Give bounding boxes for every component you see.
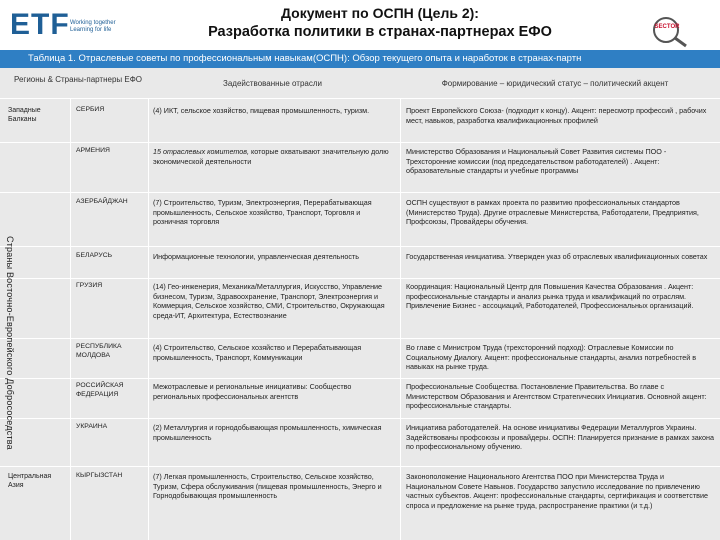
title-line-2: Разработка политики в странах-партнерах ЕФО	[208, 24, 552, 40]
sectors-cell: (7) Строительство, Туризм, Электроэнергия, Перерабатывающая промышленность, Сельское хозяйство, Транспорт, Торговля и розничная торговля	[153, 198, 372, 226]
region-central-asia: Центральная Азия	[8, 473, 52, 489]
region-eastern-partnership-label: Страны Восточно-Европейского Добрососедства	[5, 236, 15, 450]
logo-tagline-2: Learning for life	[70, 27, 112, 33]
row-divider	[0, 418, 720, 419]
header	[0, 0, 720, 50]
column-divider	[148, 98, 149, 540]
region-eastern-partnership	[4, 236, 16, 482]
table-caption-bar	[0, 50, 720, 68]
country-cell: РОССИЙСКАЯ ФЕДЕРАЦИЯ	[76, 382, 124, 398]
sector-magnifier-icon	[650, 16, 684, 44]
formation-cell: Во главе с Министром Труда (трехсторонний подход): Отраслевые Комиссии по Социальному Диалогу. Акцент: профессиональные стандарты, анализ потребностей в навыках на рынке труда.	[406, 343, 697, 371]
row-divider	[0, 192, 720, 193]
country-cell: АЗЕРБАЙДЖАН	[76, 198, 128, 205]
region-western-balkans: Западные Балканы	[8, 107, 41, 123]
column-header-regions: Регионы & Страны-партнеры ЕФО	[13, 75, 143, 84]
row-divider	[0, 466, 720, 467]
sectors-cell: Межотраслевые и региональные инициативы: Сообщество региональных профессиональных агентств	[153, 382, 352, 401]
row-divider	[0, 246, 720, 247]
column-header-formation: Формирование – юридический статус – политический акцент	[441, 79, 669, 88]
etf-logo	[10, 8, 140, 48]
page-title	[170, 4, 590, 42]
country-cell: СЕРБИЯ	[76, 106, 105, 113]
sectors-cell: (4) Строительство, Сельское хозяйство и Перерабатывающая промышленность, Транспорт, Коммуникации	[153, 343, 362, 362]
column-header-sectors: Задействованные отрасли	[223, 79, 322, 88]
sectors-cell: (7) Легкая промышленность, Строительство, Сельское хозяйство, Туризм, Сфера обслуживания (пищевая промышленность, Энерго и Горнодобывающая промышленность	[153, 472, 382, 500]
sector-badge: SECTOR	[654, 24, 680, 30]
sectors-cell: (4) ИКТ, сельское хозяйство, пищевая промышленность, туризм.	[153, 106, 370, 115]
sectors-cell	[153, 147, 397, 166]
column-divider	[400, 98, 401, 540]
logo-tagline-1: Working together	[70, 20, 116, 26]
sectors-cell: (14) Гео-инженерия, Механика/Металлургия, Искусство, Управление бизнесом, Туризм, Здравоохранение, Транспорт, Электроэнергия и Коммерция, Сельское хозяйство, СМИ, Строительство, Окружающая среда-ИТ, Архитектура, Естествознание	[153, 282, 385, 320]
country-cell: КЫРГЫЗСТАН	[76, 472, 123, 479]
country-cell: УКРАИНА	[76, 423, 108, 430]
formation-cell: Государственная инициатива. Утвержден указ об отраслевых квалификационных советах	[406, 252, 708, 261]
formation-cell: Министерство Образования и Национальный Совет Развития системы ПОО - Трехсторонние комиссии (под председательством работодателей) . Акцент: образовательные стандарты и учебные программы	[406, 147, 667, 175]
sectors-text: которые охватывают значительную долю экономической деятельности	[153, 147, 389, 166]
country-cell: ГРУЗИЯ	[76, 282, 103, 289]
country-cell: АРМЕНИЯ	[76, 147, 110, 154]
formation-cell: Инициатива работодателей. На основе инициативы Федерации Металлургов Украины. Задействованы профсоюзы и провайдеры. ОСПН: Планируется признание в рамках закона по профессиональному обучению.	[406, 423, 714, 451]
table-caption: Таблица 1. Отраслевые советы по профессиональным навыкам(ОСПН): Обзор текущего опыта и наработок в странах-партн	[28, 53, 582, 64]
formation-cell: Законоположение Национального Агентства ПОО при Министерства Труда и Национальном Совете Навыков. Государство запустило исследование по привлечению частных субъектов. Акцент: профессиональные стандарты, сертификация и соответствие спроса и предложение на рынке труда, распространение практики (и т.д.)	[406, 472, 708, 510]
data-table	[0, 68, 720, 540]
country-cell: БЕЛАРУСЬ	[76, 252, 113, 259]
title-line-1: Документ по ОСПН (Цель 2):	[281, 5, 479, 21]
formation-cell: Координация: Национальный Центр для Повышения Качества Образования . Акцент: профессиональные стандарты и анализ рынка труда и квалификаций по отраслям. Привлечение Бизнес - ассоциаций, Работодателей, Профессиональных организаций.	[406, 282, 694, 310]
logo-text: ETF	[10, 8, 70, 41]
sectors-italic-text: 15 отраслевых комитетов,	[153, 147, 250, 156]
sectors-cell: (2) Металлургия и горнодобывающая промышленность, химическая промышленность	[153, 423, 382, 442]
row-divider	[0, 142, 720, 143]
row-divider	[0, 278, 720, 279]
formation-cell: Профессиональные Сообщества. Постановление Правительства. Во главе с Министерством Образования и Агентством Стратегических Инициатив. Основной акцент: профессиональные стандарты.	[406, 382, 707, 410]
country-cell: РЕСПУБЛИКА МОЛДОВА	[76, 343, 122, 359]
column-divider	[70, 98, 71, 540]
formation-cell: ОСПН существуют в рамках проекта по развитию профессиональных стандартов (Министерство Труда). Другие отраслевые Министерства, Работодатели, Предприятия, Профсоюзы, Провайдеры обучения.	[406, 198, 699, 226]
row-divider	[0, 98, 720, 99]
formation-cell: Проект Европейского Союза- (подходит к концу). Акцент: пересмотр профессий , рабочих мест, навыков, разработка квалификационных профилей	[406, 106, 707, 125]
sectors-cell: Информационные технологии, управленческая деятельность	[153, 252, 359, 261]
row-divider	[0, 378, 720, 379]
row-divider	[0, 338, 720, 339]
